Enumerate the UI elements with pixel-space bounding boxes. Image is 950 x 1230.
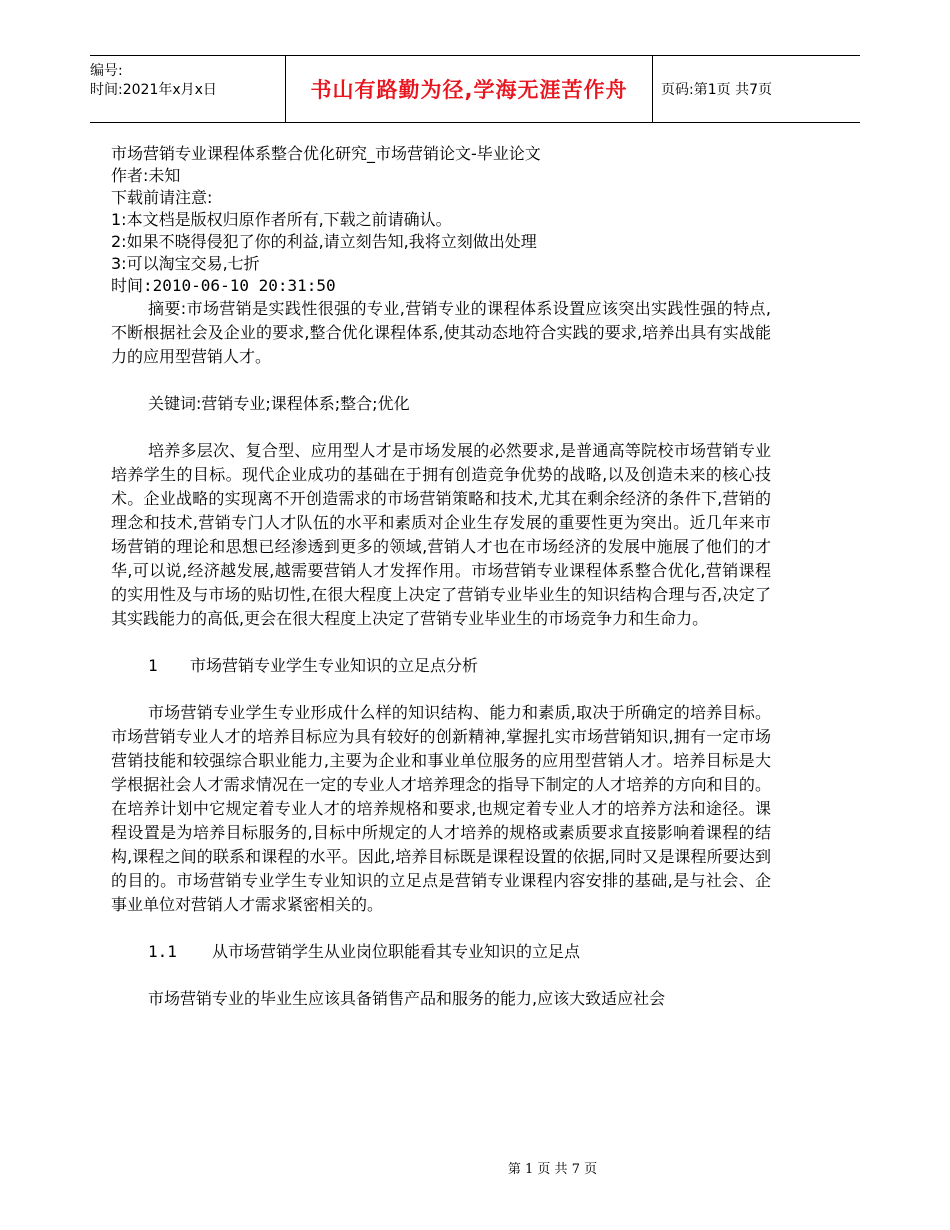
header-motto: 书山有路勤为径,学海无涯苦作舟 [285, 56, 653, 122]
subsection-number: 1.1 [148, 942, 177, 961]
footer-page-number: 第 1 页 共 7 页 [507, 1162, 598, 1177]
section-number: 1 [148, 656, 158, 675]
page-footer [0, 1158, 950, 1177]
header-info [90, 56, 285, 122]
keywords-line: 关键词:营销专业;课程体系;整合;优化 [148, 394, 410, 413]
section-paragraph: 市场营销专业学生专业形成什么样的知识结构、能力和素质,取决于所确定的培养目标。市场营销专业人才的培养目标应为具有较好的创新精神,掌握扎实市场营销知识,拥有一定市场营销技能和较强综合职业能力,主要为企业和事业单位服务的应用型营销人才。培养目标是大学根据社会人才需求情况在一定的专业人才培养理念的指导下制定的人才培养的方向和目的。在培养计划中它规定着专业人才的培养规格和要求,也规定着专业人才的培养方法和途径。课程设置是为培养目标服务的,目标中所规定的人才培养的规格或素质要求直接影响着课程的结构,课程之间的联系和课程的水平。因此,培养目标既是课程设置的依据,同时又是课程所要达到的目的。市场营销专业学生专业知识的立足点是营销专业课程内容安排的基础,是与社会、企事业单位对营销人才需求紧密相关的。 [111, 703, 771, 914]
number-label: 编号: [90, 63, 123, 79]
notice-item: 3:可以淘宝交易,七折 [111, 254, 260, 273]
subsection-heading [111, 940, 771, 964]
document-author: 作者:未知 [111, 166, 181, 185]
page-header [90, 55, 860, 123]
subsection-paragraph: 市场营销专业的毕业生应该具备销售产品和服务的能力,应该大致适应社会 [148, 989, 666, 1008]
section-title: 市场营销专业学生专业知识的立足点分析 [190, 656, 479, 675]
document-time: 时间:2010-06-10 20:31:50 [111, 276, 336, 295]
notice-item: 2:如果不晓得侵犯了你的利益,请立刻告知,我将立刻做出处理 [111, 232, 537, 251]
date-label: 时间:2021年x月x日 [90, 82, 217, 98]
notice-heading: 下载前请注意: [111, 188, 213, 207]
section-heading [111, 654, 771, 678]
subsection-title: 从市场营销学生从业岗位职能看其专业知识的立足点 [212, 942, 581, 961]
header-page-number: 页码:第1页 共7页 [661, 82, 772, 98]
notice-item: 1:本文档是版权归原作者所有,下载之前请确认。 [111, 210, 452, 229]
document-body [111, 143, 771, 1011]
abstract-paragraph: 摘要:市场营销是实践性很强的专业,营销专业的课程体系设置应该突出实践性强的特点,不断根据社会及企业的要求,整合优化课程体系,使其动态地符合实践的要求,培养出具有实战能力的应用型营销人才。 [111, 299, 771, 366]
intro-paragraph: 培养多层次、复合型、应用型人才是市场发展的必然要求,是普通高等院校市场营销专业培养学生的目标。现代企业成功的基础在于拥有创造竞争优势的战略,以及创造未来的核心技术。企业战略的实现离不开创造需求的市场营销策略和技术,尤其在剩余经济的条件下,营销的理念和技术,营销专门人才队伍的水平和素质对企业生存发展的重要性更为突出。近几年来市场营销的理论和思想已经渗透到更多的领域,营销人才也在市场经济的发展中施展了他们的才华,可以说,经济越发展,越需要营销人才发挥作用。市场营销专业课程体系整合优化,营销课程的实用性及与市场的贴切性,在很大程度上决定了营销专业毕业生的知识结构合理与否,决定了其实践能力的高低,更会在很大程度上决定了营销专业毕业生的市场竞争力和生命力。 [111, 441, 771, 628]
document-title: 市场营销专业课程体系整合优化研究_市场营销论文-毕业论文 [111, 144, 541, 163]
